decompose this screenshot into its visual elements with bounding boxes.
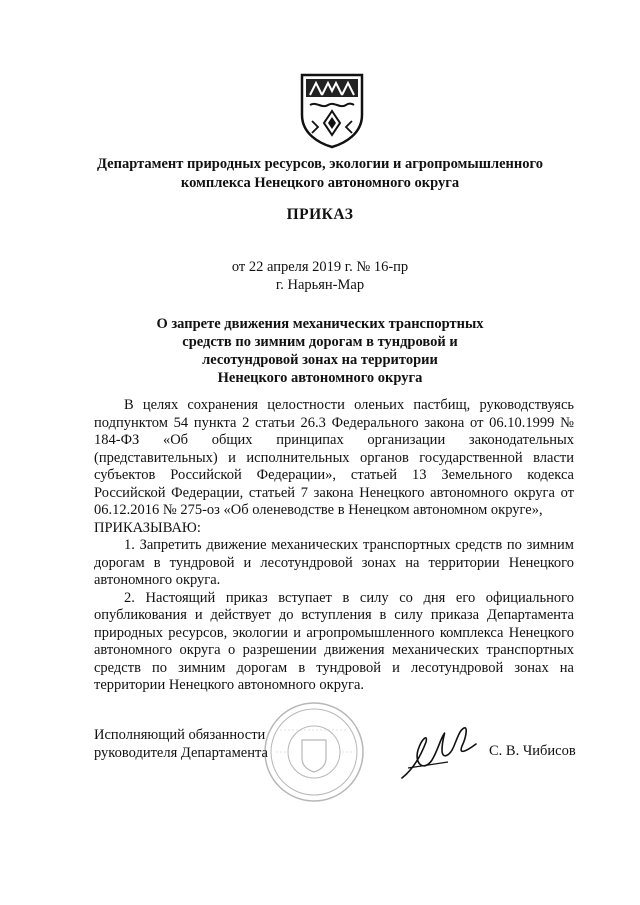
subject-line-1: О запрете движения механических транспортных bbox=[156, 316, 484, 332]
signer-position bbox=[94, 726, 268, 762]
department-line-1: Департамент природных ресурсов, экологии и агропромышленного bbox=[97, 156, 543, 172]
preamble-paragraph: В целях сохранения целостности оленьих пастбищ, руководствуясь подпунктом 54 пункта 2 статьи 26.3 Федерального закона от 06.10.1999 № 184-ФЗ «Об общих принципах организации законодательных (представительных) и исполнительных органов государственной власти субъектов Российской Федерации», статьей 13 Земельного кодекса Российской Федерации, статьей 7 закона Ненецкого автономного округа от 06.12.2016 № 275-оз «Об оленеводстве в Ненецком автономном округе», bbox=[94, 397, 574, 518]
order-item-2: 2. Настоящий приказ вступает в силу со дня его официального опубликования и действует до вступления в силу приказа Департамента природных ресурсов, экологии и агропромышленного комплекса Ненецкого автономного округа о разрешении движения механических транспортных средств по зимним дорогам в тундровой и лесотундровой зонах на территории Ненецкого автономного округа. bbox=[94, 589, 574, 693]
position-line-1: Исполняющий обязанности bbox=[94, 727, 266, 743]
department-name bbox=[0, 155, 640, 193]
decree-word: ПРИКАЗЫВАЮ: bbox=[94, 519, 201, 536]
order-place: г. Нарьян-Мар bbox=[275, 277, 365, 293]
order-item-1: 1. Запретить движение механических транспортных средств по зимним дорогам в тундровой и лесотундровой зонах на территории Ненецкого автономного округа. bbox=[94, 537, 574, 588]
handwritten-signature-icon bbox=[398, 720, 480, 786]
department-line-2: комплекса Ненецкого автономного округа bbox=[180, 175, 460, 191]
subject-line-4: Ненецкого автономного округа bbox=[217, 370, 423, 386]
subject-line-3: лесотундровой зонах на территории bbox=[202, 352, 438, 368]
subject-line-2: средств по зимним дорогам в тундровой и bbox=[182, 334, 458, 350]
signer-name: С. В. Чибисов bbox=[489, 743, 576, 759]
order-date-number: от 22 апреля 2019 г. № 16-пр bbox=[231, 259, 409, 275]
position-line-2: руководителя Департамента bbox=[94, 745, 268, 761]
order-meta bbox=[0, 258, 640, 294]
order-subject bbox=[0, 315, 640, 387]
nenets-okrug-coat-of-arms-icon bbox=[296, 71, 368, 149]
official-seal-stamp-icon bbox=[262, 700, 366, 804]
order-title: ПРИКАЗ bbox=[286, 206, 354, 223]
order-body bbox=[94, 397, 574, 695]
